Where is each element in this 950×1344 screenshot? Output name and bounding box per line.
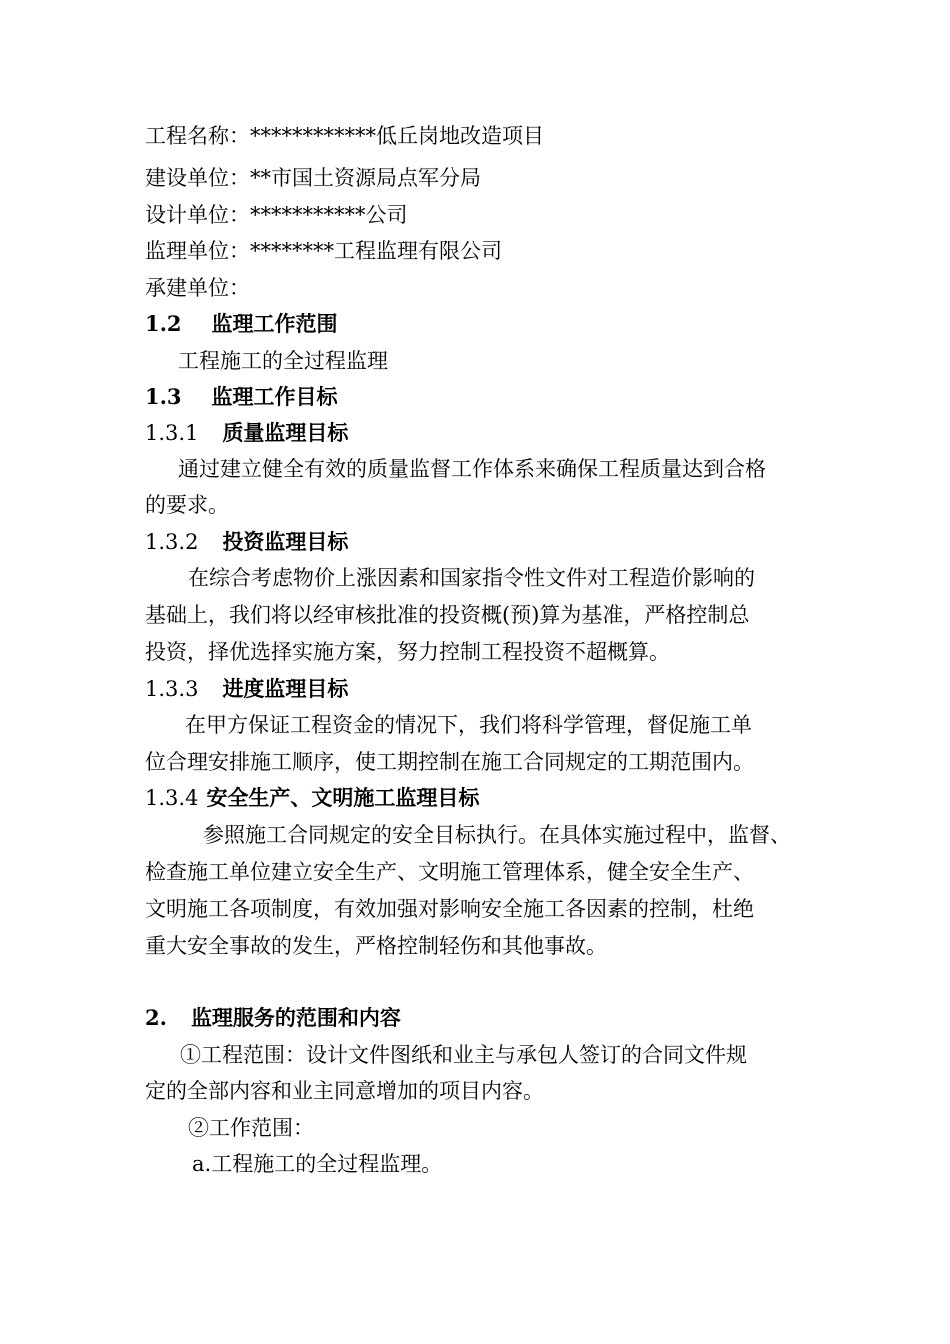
section-title: 监理工作目标 [211,384,338,409]
section-number: 1.3.3 [145,677,199,701]
section-1-3-4-heading [145,783,479,813]
builder-line: 建设单位：**市国土资源局点军分局 [145,166,481,190]
paragraph-line: 参照施工合同规定的安全目标执行。在具体实施过程中，监督、 [203,823,791,847]
section-title: 监理工作范围 [211,311,338,336]
paragraph-line: 检查施工单位建立安全生产、文明施工管理体系，健全安全生产、 [145,860,754,884]
section-1-2-body: 工程施工的全过程监理 [178,349,388,373]
section-1-3-1-heading [145,418,348,448]
paragraph-line: 在综合考虑物价上涨因素和国家指令性文件对工程造价影响的 [188,566,755,590]
section-number: 1.3.1 [145,421,199,445]
paragraph-line: 文明施工各项制度，有效加强对影响安全施工各因素的控制，杜绝 [145,897,754,921]
section-number: 1.3.2 [145,530,199,554]
section-1-3-3-heading [145,674,348,704]
section-number: 1.3 [145,384,182,409]
paragraph-line: 在甲方保证工程资金的情况下，我们将科学管理，督促施工单 [185,713,752,737]
paragraph-line: 的要求。 [145,493,229,517]
section-title: 投资监理目标 [222,529,349,554]
section-1-3-2-heading [145,527,348,557]
section-1-3-heading [145,382,338,412]
paragraph-line: 位合理安排施工顺序，使工期控制在施工合同规定的工期范围内。 [145,750,754,774]
paragraph-line: 投资，择优选择实施方案，努力控制工程投资不超概算。 [145,640,670,664]
section-1-2-heading [145,309,338,339]
section-title: 质量监理目标 [222,420,349,445]
section-title: 监理服务的范围和内容 [190,1005,401,1030]
paragraph-line: ②工作范围： [188,1116,314,1140]
section-number: 1.2 [145,311,182,336]
paragraph-line: 重大安全事故的发生，严格控制轻伤和其他事故。 [145,934,607,958]
section-number: 1.3.4 [145,786,199,810]
supervisor-line: 监理单位：********工程监理有限公司 [145,239,502,263]
paragraph-line: ①工程范围：设计文件图纸和业主与承包人签订的合同文件规 [180,1043,747,1067]
section-title: 安全生产、文明施工监理目标 [206,785,480,810]
contractor-line: 承建单位： [145,276,250,300]
paragraph-line: 定的全部内容和业主同意增加的项目内容。 [145,1079,544,1103]
section-2-heading [145,1003,401,1033]
designer-line: 设计单位：***********公司 [145,203,408,227]
section-title: 进度监理目标 [222,676,349,701]
section-number: 2. [145,1005,167,1030]
paragraph-line: 通过建立健全有效的质量监督工作体系来确保工程质量达到合格 [178,457,766,481]
project-name-line: 工程名称：************低丘岗地改造项目 [145,124,544,148]
paragraph-line: 基础上，我们将以经审核批准的投资概(预)算为基准，严格控制总 [145,603,750,627]
paragraph-line: a.工程施工的全过程监理。 [192,1152,443,1176]
